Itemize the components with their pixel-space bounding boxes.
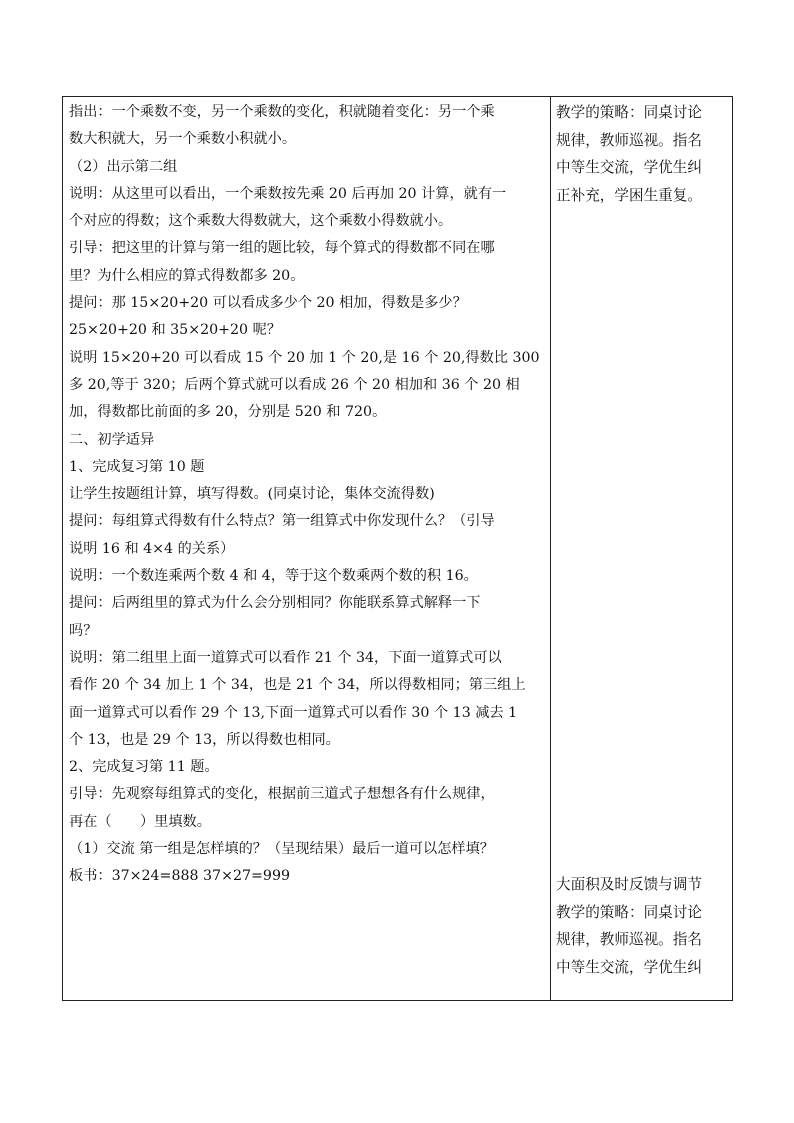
strategy-line: 规律，教师巡视。指名: [556, 131, 702, 149]
content-line: 里？为什么相应的算式得数都多 20。: [69, 267, 305, 284]
content-line: 25×20+20 和 35×20+20 呢？: [69, 322, 281, 339]
content-line: 加，得数都比前面的多 20，分别是 520 和 720。: [69, 404, 387, 421]
content-line: 再在（ ）里填数。: [69, 813, 211, 830]
content-line: 看作 20 个 34 加上 1 个 34，也是 21 个 34，所以得数相同；第三组上: [69, 677, 526, 694]
strategy-line: 正补充，学困生重复。: [556, 187, 702, 205]
content-line: 说明：从这里可以看出，一个乘数按先乘 20 后再加 20 计算，就有一: [69, 185, 507, 202]
strategy-line: 规律，教师巡视。指名: [556, 931, 702, 949]
content-line: 说明 15×20+20 可以看成 15 个 20 加 1 个 20,是 16 个 20,得数比 300: [69, 349, 540, 366]
content-line: 个 13，也是 29 个 13，所以得数也相同。: [69, 731, 340, 748]
section-heading: 二、初学适异: [69, 431, 155, 448]
strategy-line: 中等生交流，学优生纠: [556, 159, 702, 177]
content-line: 提问：后两组里的算式为什么会分别相同？你能联系算式解释一下: [69, 595, 481, 612]
strategy-note-top: [556, 99, 730, 210]
content-line: 让学生按题组计算，填写得数。(同桌讨论，集体交流得数): [69, 486, 435, 503]
strategy-line: 教学的策略：同桌讨论: [556, 104, 702, 121]
content-line: 多 20,等于 320；后两个算式就可以看成 26 个 20 相加和 36 个 20 相: [69, 376, 520, 393]
strategy-line: 中等生交流，学优生纠: [556, 959, 702, 977]
content-line: 说明：第二组里上面一道算式可以看作 21 个 34，下面一道算式可以: [69, 649, 502, 666]
strategy-note-bottom: [556, 871, 730, 982]
column-divider: [550, 97, 551, 1000]
content-line: 说明：一个数连乘两个数 4 和 4，等于这个数乘两个数的积 16。: [69, 568, 478, 585]
content-line: 提问：那 15×20+20 可以看成多少个 20 相加，得数是多少？: [69, 295, 467, 312]
content-line: （1）交流 第一组是怎样填的？（呈现结果）最后一道可以怎样填？: [69, 841, 494, 858]
content-line: 吗？: [69, 622, 98, 639]
strategy-line: 大面积及时反馈与调节: [556, 876, 702, 893]
content-line: 2、完成复习第 11 题。: [69, 759, 219, 776]
content-line: 引导：把这里的计算与第一组的题比较，每个算式的得数都不同在哪: [69, 240, 495, 257]
content-line: 指出：一个乘数不变，另一个乘数的变化，积就随着变化：另一个乘: [69, 104, 495, 120]
content-line: 引导：先观察每组算式的变化，根据前三道式子想想各有什么规律，: [69, 786, 495, 803]
strategy-line: 教学的策略：同桌讨论: [556, 903, 702, 921]
content-line: 板书：37×24=888 37×27=999: [69, 868, 290, 885]
lesson-content-column: [69, 99, 545, 891]
content-line: 个对应的得数；这个乘数大得数就大，这个乘数小得数就小。: [69, 213, 453, 230]
content-line: 面一道算式可以看作 29 个 13,下面一道算式可以看作 30 个 13 减去 1: [69, 704, 518, 721]
content-line: 1、完成复习第 10 题: [69, 458, 205, 475]
content-line: 数大积就大，另一个乘数小积就小。: [69, 131, 297, 148]
content-line: （2）出示第二组: [69, 158, 178, 175]
content-line: 提问：每组算式得数有什么特点？第一组算式中你发现什么？（引导: [69, 513, 495, 530]
lesson-table: [62, 96, 733, 1001]
content-line: 说明 16 和 4×4 的关系）: [69, 540, 235, 557]
